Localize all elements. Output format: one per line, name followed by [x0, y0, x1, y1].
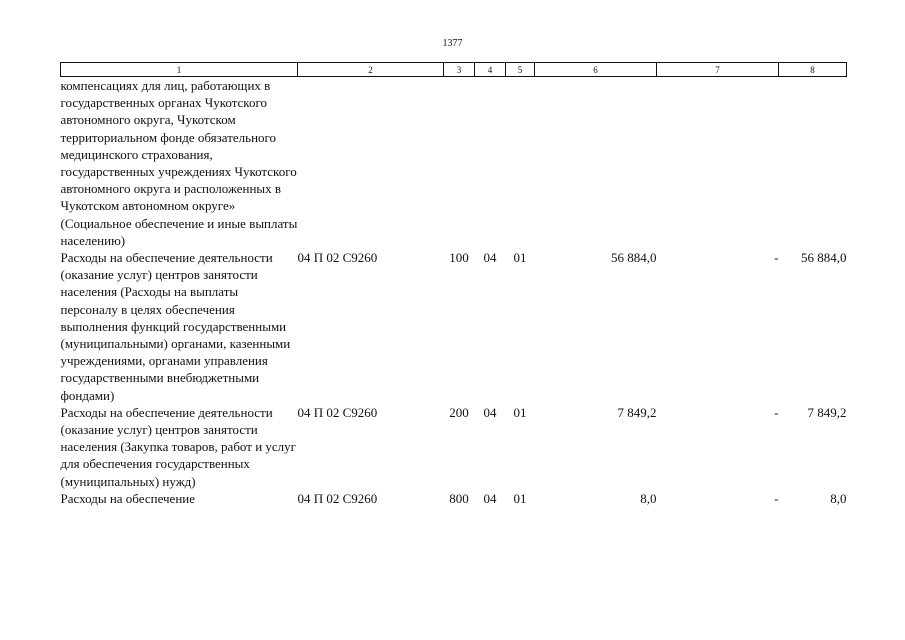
page-number: 1377	[442, 38, 463, 49]
row-code: 04 П 02 С9260	[297, 404, 378, 420]
column-header-amount: 6	[535, 63, 657, 77]
row-code	[298, 77, 444, 250]
row-section	[475, 77, 506, 250]
row-amount: 56 884,0	[611, 250, 657, 266]
row-change: -	[774, 490, 779, 506]
row-subsection: 01	[513, 250, 527, 266]
row-group: 100	[449, 250, 469, 266]
row-change: -	[774, 250, 779, 266]
column-header-name: 1	[61, 63, 298, 77]
row-description: Расходы на обеспечение	[60, 490, 196, 506]
row-description: Расходы на обеспечение деятельности (оказание услуг) центров занятости населения (Расходы на выплаты персоналу в целях обеспечения выполнения функций государственными (муниципальными) органами, казенными учреждениями, органами управления государственными внебюджетными фондами)	[60, 250, 291, 403]
row-total: 56 884,0	[801, 250, 847, 266]
table-row	[61, 249, 847, 404]
column-header-subsection: 5	[506, 63, 535, 77]
row-total	[779, 77, 847, 250]
row-group: 800	[449, 490, 469, 506]
column-header-section: 4	[475, 63, 506, 77]
row-total: 8,0	[830, 490, 847, 506]
column-header-total: 8	[779, 63, 847, 77]
row-subsection	[506, 77, 535, 250]
row-amount	[535, 77, 657, 250]
row-subsection: 01	[513, 404, 527, 420]
row-description: компенсациях для лиц, работающих в государственных органах Чукотского автономного округа, Чукотском территориальном фонде обязательного медицинского страхования, государственных учреждениях Чукотского автономного округа и расположенных в Чукотском автономном округе» (Социальное обеспечение и иные выплаты населению)	[60, 78, 298, 248]
table-row	[61, 490, 847, 507]
row-code: 04 П 02 С9260	[297, 250, 378, 266]
row-code: 04 П 02 С9260	[297, 490, 378, 506]
row-description: Расходы на обеспечение деятельности (оказание услуг) центров занятости населения (Закупка товаров, работ и услуг для обеспечения государственных (муниципальных) нужд)	[60, 404, 296, 489]
row-amount: 7 849,2	[617, 404, 657, 420]
row-change: -	[774, 404, 779, 420]
column-header-change: 7	[657, 63, 779, 77]
table-row	[61, 77, 847, 250]
row-section: 04	[483, 250, 497, 266]
column-header-code: 2	[298, 63, 444, 77]
row-subsection: 01	[513, 490, 527, 506]
table-row	[61, 404, 847, 490]
row-group: 200	[449, 404, 469, 420]
row-change	[657, 77, 779, 250]
table-header-row	[61, 63, 847, 77]
row-amount: 8,0	[640, 490, 657, 506]
row-total: 7 849,2	[807, 404, 847, 420]
row-group	[444, 77, 475, 250]
budget-table	[60, 62, 847, 507]
column-header-group: 3	[444, 63, 475, 77]
row-section: 04	[483, 404, 497, 420]
row-section: 04	[483, 490, 497, 506]
